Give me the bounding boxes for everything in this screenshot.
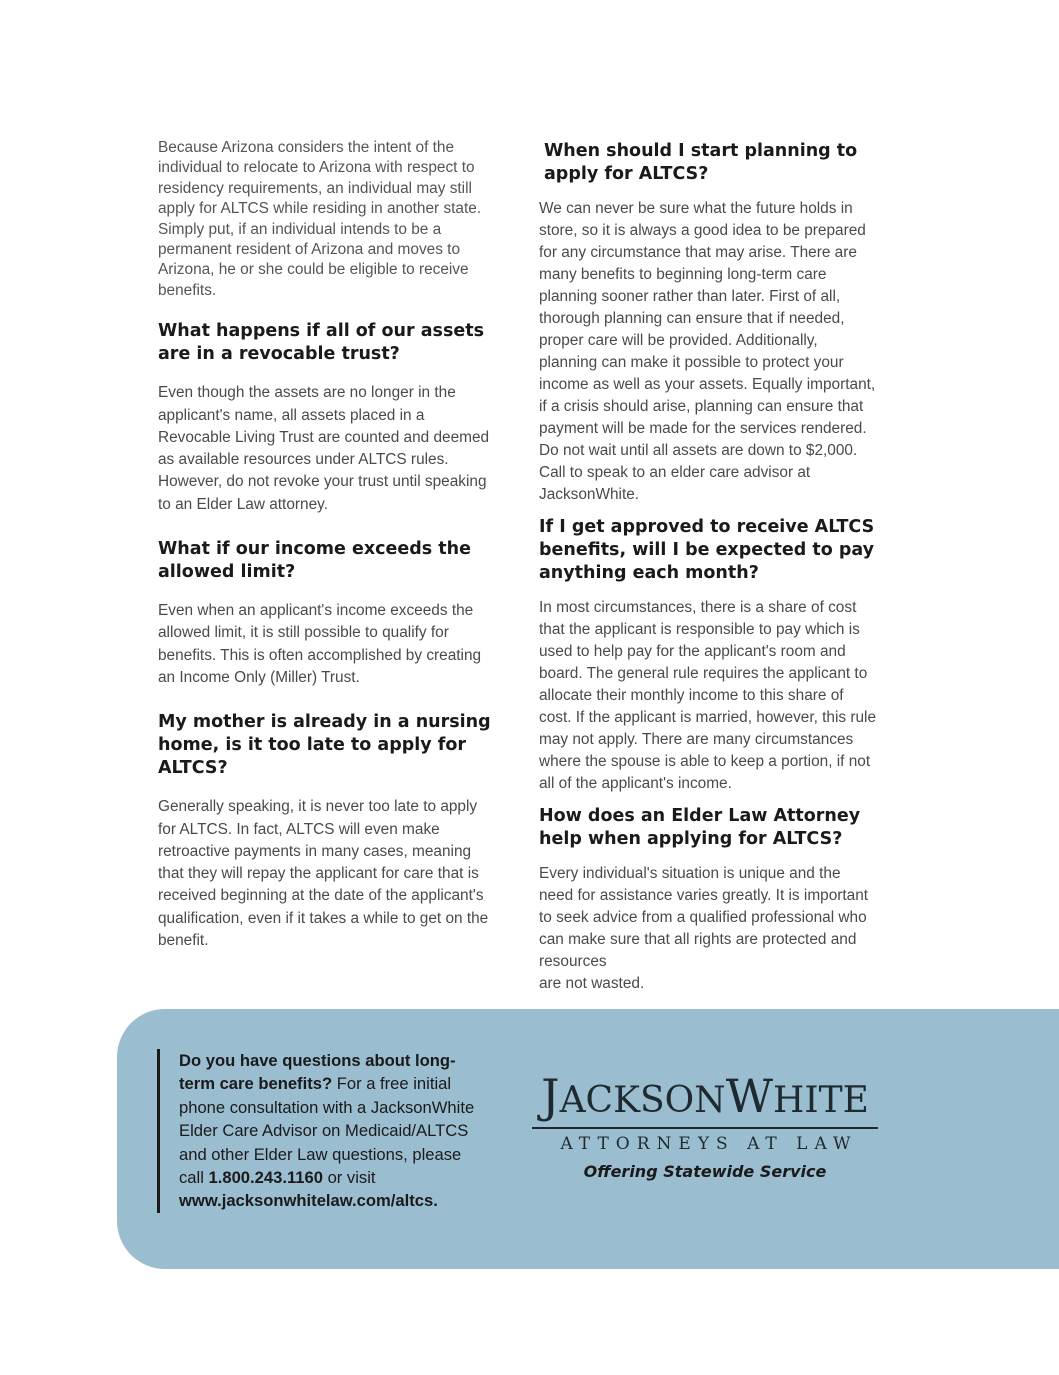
contact-callout <box>157 1049 489 1213</box>
tagline: Offering Statewide Service <box>583 1162 827 1181</box>
callout-text-2: or visit <box>322 1168 376 1188</box>
logo-wordmark: JACKSONWHITE <box>541 1069 869 1123</box>
body-income-limit: Even when an applicant's income exceeds the allowed limit, it is still possible to qualify for benefits. This is often accomplished by creating an Income Only (Miller) Trust. <box>158 602 482 686</box>
jacksonwhite-logo <box>532 1069 878 1155</box>
intro-paragraph: Because Arizona considers the intent of the individual to relocate to Arizona with respect to residency requirements, an individual may still apply for ALTCS while residing in another state. Simply put, if an individual intends to be a permanent resident of Arizona and moves to Arizona, he or she could be eligible to receive benefits. <box>158 139 482 299</box>
body-revocable-trust: Even though the assets are no longer in the applicant's name, all assets placed in a Revocable Living Trust are counted and deemed as available resources under ALTCS rules. However, do not revoke your trust until speaking to an Elder Law attorney. <box>158 384 490 513</box>
heading-start-planning: When should I start planning to apply for ALTCS? <box>544 141 858 184</box>
body-elder-law-help-line2: are not wasted. <box>539 975 645 992</box>
heading-nursing-home: My mother is already in a nursing home, is it too late to apply for ALTCS? <box>158 712 491 779</box>
logo-rule <box>532 1127 878 1129</box>
website-link[interactable]: www.jacksonwhitelaw.com/altcs. <box>179 1191 438 1211</box>
body-elder-law-help-line1: Every individual's situation is unique and the need for assistance varies greatly. It is important to seek advice from a qualified professional who can make sure that all rights are protected and resources <box>539 865 869 970</box>
logo-subtitle: ATTORNEYS AT LAW <box>560 1134 858 1154</box>
heading-elder-law-help: How does an Elder Law Attorney help when applying for ALTCS? <box>539 806 861 849</box>
heading-revocable-trust: What happens if all of our assets are in a revocable trust? <box>158 321 485 365</box>
heading-monthly-payment: If I get approved to receive ALTCS benefits, will I be expected to pay anything each month? <box>539 517 875 583</box>
body-start-planning: We can never be sure what the future holds in store, so it is always a good idea to be prepared for any circumstance that may arise. There are many benefits to beginning long-term care planning sooner rather than later. First of all, thorough planning can ensure that if needed, proper care will be provided. Additionally, planning can make it possible to protect your income as well as your assets. Equally important, if a crisis should arise, planning can ensure that payment will be made for the services rendered. Do not wait until all assets are down to $2,000. Call to speak to an elder care advisor at JacksonWhite. <box>539 200 876 503</box>
body-monthly-payment: In most circumstances, there is a share of cost that the applicant is responsible to pay which is used to help pay for the applicant's room and board. The general rule requires the applicant to allocate their monthly income to this share of cost. If the applicant is married, however, this rule may not apply. There are many circumstances where the spouse is able to keep a portion, if not all of the applicant's income. <box>539 599 877 792</box>
right-column <box>539 140 879 1005</box>
heading-income-limit: What if our income exceeds the allowed limit? <box>158 539 471 583</box>
callout-question: Do you have questions about long-term care benefits? <box>179 1051 456 1094</box>
phone-number[interactable]: 1.800.243.1160 <box>208 1168 323 1188</box>
body-nursing-home: Generally speaking, it is never too late to apply for ALTCS. In fact, ALTCS will even make retroactive payments in many cases, meaning that they will repay the applicant for care that is received beginning at the date of the applicant's qualification, even if it takes a while to get on the benefit. <box>158 798 489 949</box>
left-column <box>158 138 493 974</box>
body-elder-law-help <box>539 863 879 995</box>
callout-text-1: For a free initial phone consultation with a JacksonWhite Elder Care Advisor on Medicaid/ALTCS and other Elder Law questions, please call <box>179 1074 475 1188</box>
